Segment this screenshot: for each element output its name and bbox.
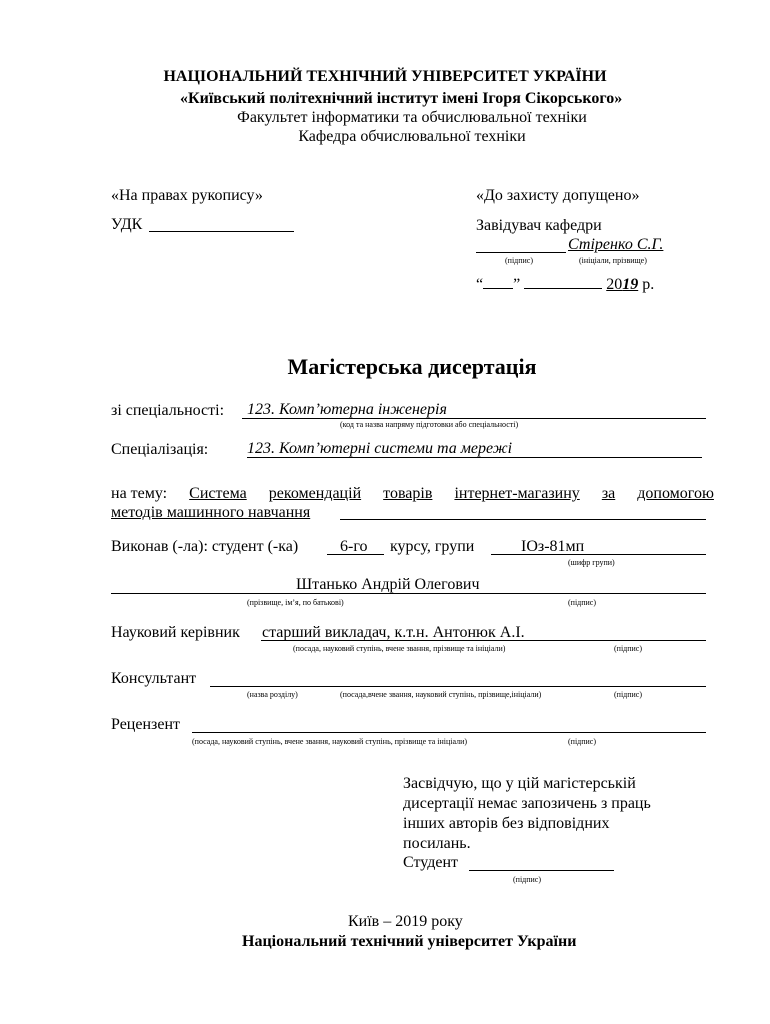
specialty-label: зі спеціальності: (111, 402, 225, 419)
student-sign-caption: (підпис) (568, 598, 597, 607)
reviewer-sign-caption: (підпис) (568, 737, 597, 746)
topic-label: на тему: (111, 485, 168, 502)
quote-open: “ (476, 276, 484, 293)
declaration-line-2: дисертації немає запозичень з праць (403, 795, 651, 812)
topic-word: рекомендацій (268, 485, 362, 502)
city-year: Київ – 2019 року (348, 913, 463, 930)
consultant-label: Консультант (111, 670, 197, 687)
specialization-label: Спеціалізація: (111, 441, 209, 458)
topic-line-2: методів машинного навчання (111, 504, 311, 521)
specialty-caption: (код та назва напряму підготовки або спеціальності) (340, 420, 519, 429)
head-of-department-label: Завідувач кафедри (476, 217, 602, 234)
declaration-student-label: Студент (403, 854, 459, 871)
group-caption: (шифр групи) (568, 558, 615, 567)
udk-label: УДК (111, 216, 143, 233)
admitted-label: «До захисту допущено» (476, 187, 640, 204)
head-initials-caption: (ініціали, прізвище) (579, 256, 647, 265)
course-value: 6-го (340, 538, 368, 555)
specialty-value: 123. Комп’ютерна інженерія (247, 401, 447, 418)
course-group-label: курсу, групи (390, 538, 475, 555)
university-name: НАЦІОНАЛЬНИЙ ТЕХНІЧНИЙ УНІВЕРСИТЕТ УКРАЇНИ (163, 68, 607, 85)
reviewer-line (192, 732, 706, 733)
head-sign-caption: (підпис) (505, 256, 534, 265)
topic-word: товарів (383, 485, 433, 502)
reviewer-caption: (посада, науковий ступінь, вчене звання, науковий ступінь, прізвище та ініціали) (192, 737, 468, 746)
department-name: Кафедра обчислювальної техніки (298, 128, 526, 145)
topic-word: інтернет-магазину (454, 485, 580, 502)
supervisor-caption: (посада, науковий ступінь, вчене звання, прізвище та ініціали) (293, 644, 506, 653)
reviewer-label: Рецензент (111, 716, 180, 733)
topic-word: допомогою (637, 485, 714, 502)
faculty-name: Факультет інформатики та обчислювальної техніки (237, 109, 587, 126)
year-suffix: 19 (622, 276, 639, 293)
topic-line-2-rule (340, 519, 706, 520)
declaration-line-1: Засвідчую, що у цій магістерській (403, 775, 636, 792)
student-name: Штанько Андрій Олегович (296, 576, 480, 593)
declaration-sign-line (469, 870, 614, 871)
topic-word: за (601, 485, 616, 502)
consultant-sign-caption: (підпис) (614, 690, 643, 699)
consultant-section-caption: (назва розділу) (247, 690, 298, 699)
student-name-caption: (прізвище, ім’я, по батькові) (247, 598, 344, 607)
institute-name: «Київський політехнічний інститут імені Ігоря Сікорського» (180, 90, 623, 107)
head-sign-line (476, 252, 566, 253)
topic-word: Система (189, 485, 247, 502)
consultant-position-caption: (посада,вчене звання, науковий ступінь, прізвище,ініціали) (340, 690, 542, 699)
head-name: Стіренко С.Г. (568, 236, 664, 253)
supervisor-sign-caption: (підпис) (614, 644, 643, 653)
declaration-sign-caption: (підпис) (513, 875, 542, 884)
group-value: ІОз-81мп (521, 538, 585, 555)
declaration-line-4: посилань. (403, 835, 471, 852)
udk-line (149, 231, 294, 232)
consultant-line (210, 686, 706, 687)
year-prefix: 20 (606, 276, 623, 293)
performer-label: Виконав (-ла): студент (-ка) (111, 538, 299, 555)
manuscript-rights: «На правах рукопису» (111, 187, 263, 204)
quote-close: ” (513, 276, 521, 293)
supervisor-value: старший викладач, к.т.н. Антонюк А.І. (262, 624, 525, 641)
supervisor-label: Науковий керівник (111, 624, 240, 641)
footer-university: Національний технічний університет України (242, 933, 577, 950)
specialization-value: 123. Комп’ютерні системи та мережі (247, 440, 513, 457)
date-line (476, 276, 654, 294)
topic-line-1 (111, 485, 714, 503)
year-unit: р. (642, 276, 655, 293)
declaration-line-3: інших авторів без відповідних (403, 815, 610, 832)
page-title: Магістерська дисертація (287, 354, 537, 379)
